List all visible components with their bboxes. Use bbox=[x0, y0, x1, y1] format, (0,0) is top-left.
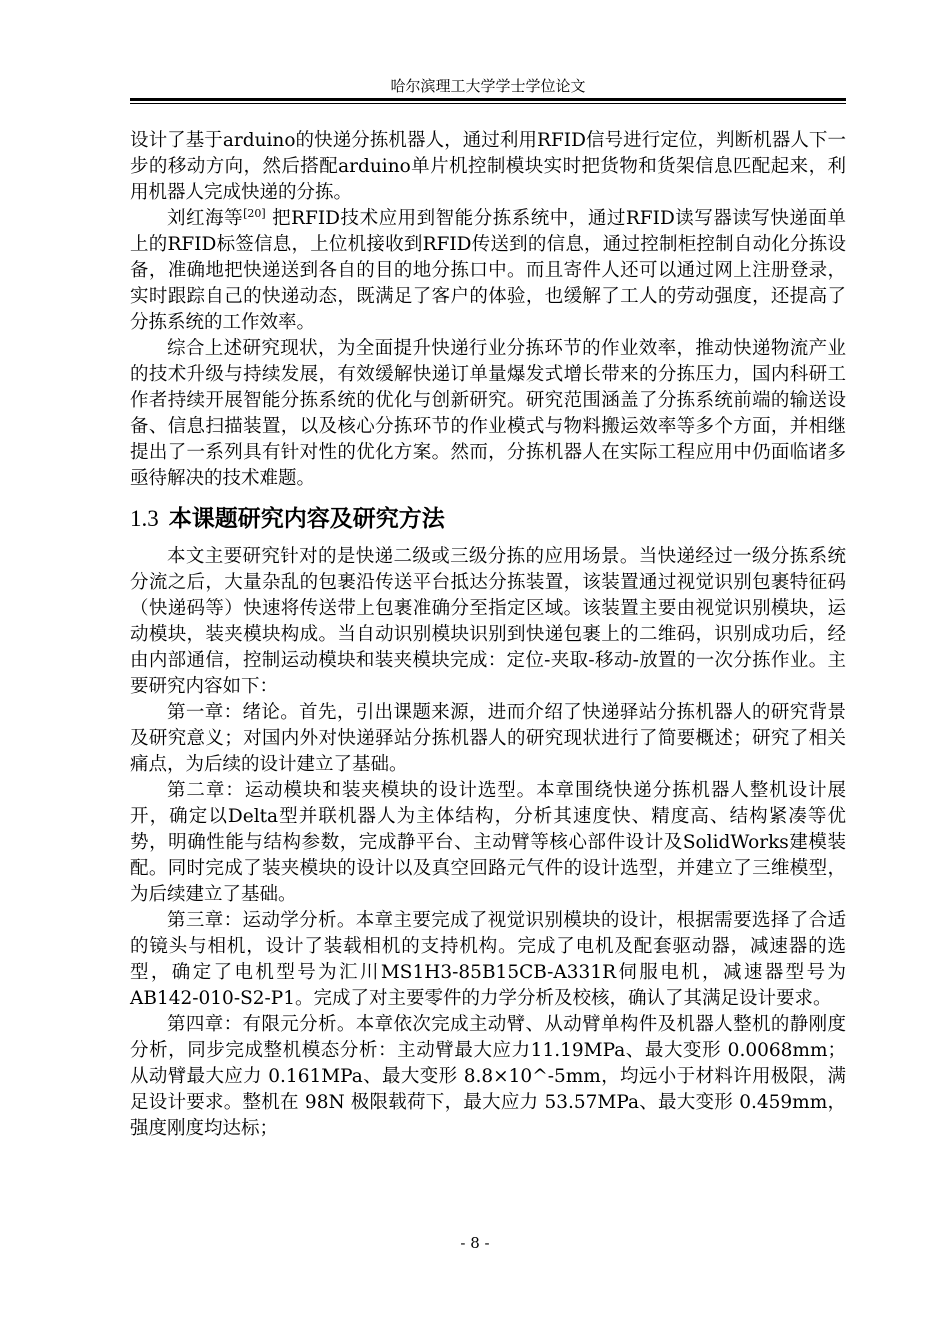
paragraph: 第三章：运动学分析。本章主要完成了视觉识别模块的设计，根据需要选择了合适的镜头与相机，设计了装载相机的支持机构。完成了电机及配套驱动器，减速器的选型，确定了电机型号为汇川MS1H3-85B15CB-A331R伺服电机，减速器型号为AB142-010-S2-P1。完成了对主要零件的力学分析及校核，确认了其满足设计要求。 bbox=[130, 910, 846, 1009]
page-number: - 8 - bbox=[460, 1234, 490, 1252]
section-number: 1.3 bbox=[130, 506, 159, 531]
section-heading bbox=[130, 504, 846, 534]
paragraph-text: 刘红海等 bbox=[167, 208, 244, 229]
paragraph: 第四章：有限元分析。本章依次完成主动臂、从动臂单构件及机器人整机的静刚度分析，同步完成整机模态分析：主动臂最大应力11.19MPa、最大变形 0.0068mm；从动臂最大应力 0.161MPa、最大变形 8.8×10^-5mm，均远小于材料许用极限，满足设计要求。整机在 98N 极限载荷下，最大应力 53.57MPa、最大变形 0.459mm，强度刚度均达标； bbox=[130, 1014, 846, 1139]
header-rule-thick bbox=[130, 98, 846, 101]
paragraph: 第一章：绪论。首先，引出课题来源，进而介绍了快递驿站分拣机器人的研究背景及研究意义；对国内外对快递驿站分拣机器人的研究现状进行了简要概述；研究了相关痛点，为后续的设计建立了基础。 bbox=[130, 702, 846, 775]
paragraph: 本文主要研究针对的是快递二级或三级分拣的应用场景。当快递经过一级分拣系统分流之后，大量杂乱的包裹沿传送平台抵达分拣装置，该装置通过视觉识别包裹特征码（快递码等）快速将传送带上包裹准确分至指定区域。该装置主要由视觉识别模块，运动模块，装夹模块构成。当自动识别模块识别到快递包裹上的二维码，识别成功后，经由内部通信，控制运动模块和装夹模块完成：定位-夹取-移动-放置的一次分拣作业。主要研究内容如下： bbox=[130, 546, 846, 697]
paragraph: 综合上述研究现状，为全面提升快递行业分拣环节的作业效率，推动快递物流产业的技术升级与持续发展，有效缓解快递订单量爆发式增长带来的分拣压力，国内科研工作者持续开展智能分拣系统的优化与创新研究。研究范围涵盖了分拣系统前端的输送设备、信息扫描装置，以及核心分拣环节的作业模式与物料搬运效率等多个方面，并相继提出了一系列具有针对性的优化方案。然而，分拣机器人在实际工程应用中仍面临诸多亟待解决的技术难题。 bbox=[130, 338, 846, 489]
section-title: 本课题研究内容及研究方法 bbox=[168, 506, 445, 532]
paragraph: 第二章：运动模块和装夹模块的设计选型。本章围绕快递分拣机器人整机设计展开，确定以Delta型并联机器人为主体结构，分析其速度快、精度高、结构紧凑等优势，明确性能与结构参数，完成静平台、主动臂等核心部件设计及SolidWorks建模装配。同时完成了装夹模块的设计以及真空回路元气件的设计选型，并建立了三维模型，为后续建立了基础。 bbox=[130, 780, 846, 905]
paragraph: 设计了基于arduino的快递分拣机器人，通过利用RFID信号进行定位，判断机器人下一步的移动方向，然后搭配arduino单片机控制模块实时把货物和货架信息匹配起来，利用机器人完成快递的分拣。 bbox=[130, 130, 846, 203]
paragraph-text: 把RFID技术应用到智能分拣系统中，通过RFID读写器读写快递面单上的RFID标签信息，上位机接收到RFID传送到的信息，通过控制柜控制自动化分拣设备，准确地把快递送到各自的目的地分拣口中。而且寄件人还可以通过网上注册登录，实时跟踪自己的快递动态，既满足了客户的体验，也缓解了工人的劳动强度，还提高了分拣系统的工作效率。 bbox=[130, 208, 846, 333]
running-header: 哈尔滨理工大学学士学位论文 bbox=[390, 77, 586, 95]
paragraph bbox=[130, 206, 846, 336]
body-text bbox=[130, 128, 846, 1142]
citation-ref: [20] bbox=[243, 206, 266, 220]
header-rule-thin bbox=[130, 103, 846, 104]
